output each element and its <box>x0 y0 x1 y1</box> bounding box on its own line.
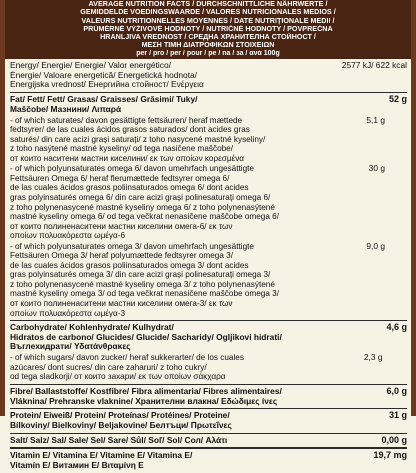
energy-value: 2577 kJ/ 622 kcal <box>341 60 407 71</box>
omega6-label-line: Fettsäuren Omega 6/ heraf flerumættede fedtsyrer omega 6/ <box>10 173 230 183</box>
header-line: ΜΕΣΗ ΤΙΜΗ ΔΙΑΤΡΟΦΙΚΩΝ ΣΤΟΙΧΕΙΩΝ <box>141 41 275 50</box>
header-line: VALEURS NUTRITIONNELLES MOYENNES / DATE NUTRIȚIONALE MEDII / <box>81 16 335 25</box>
protein-row <box>10 409 407 433</box>
omega3-label <box>10 242 362 318</box>
omega6-label-line: от които полиненаситени мастни киселини омега-6/ εκ των <box>10 221 233 231</box>
omega3-label-line: de las cuales ácidos grasos poliinsaturados omega 3/ dont acides <box>10 260 249 270</box>
omega3-label-line: οποίων πολυακόρεστα ωμέγα-3 <box>10 308 126 318</box>
header-line: PRŮMĚRNÉ VÝŽIVOVÉ HODNOTY / NUTRIČNÉ HODNOTY / POVPREČNA <box>83 24 333 33</box>
fat-block <box>10 95 385 318</box>
omega6-label-line: de las cuales ácidos grasos poliinsaturados omega 6/ dont acides <box>10 183 249 193</box>
fat-row <box>10 93 407 321</box>
salt-value: 0,00 g <box>381 434 407 445</box>
fat-label-line: Maščobe/ Мазнини/ Λιπαρά <box>10 104 122 114</box>
fibre-label <box>10 387 382 406</box>
saturates-label-line: fedtsyrer/ de las cuales ácidos grasos saturados/ dont acides gras <box>10 125 250 135</box>
omega6-label-line: mastné kyseliny omega 6/ od tega večkrat nenasičene maščobe omega 6/ <box>10 212 279 222</box>
carbohydrate-label-line: Hidratos de carbono/ Glucides/ Glucide/ Sacharidy/ Ogljikovi hidrati/ <box>10 332 282 342</box>
saturates-label-line: - of which saturates/ davon gesättigte fettsäuren/ heraf mættede <box>10 115 243 125</box>
sugars-subrow <box>10 353 382 382</box>
carbohydrate-row <box>10 321 407 385</box>
energy-label <box>10 61 338 90</box>
vitamin-e-row <box>10 449 407 472</box>
header-line: HRANLJIVA VREDNOST / СРЕДНА ХРАНИТЕЛНА СТОЙНОСТ / <box>100 33 316 42</box>
carbohydrate-value: 4,6 g <box>386 322 407 333</box>
omega6-subrow <box>10 164 385 240</box>
carbohydrate-label <box>10 323 382 352</box>
saturates-label <box>10 116 362 164</box>
header-line: GEMIDDELDE VOEDINGSWAARDE / VALORES NUTRICIONALES MEDIOS / <box>80 8 336 17</box>
energy-label-line: Énergie/ Valoare energetică/ Energetická hodnota/ <box>10 70 198 80</box>
per-100g-line: per / pro / per / pour / pe / na / за / ανά 100g <box>136 49 280 57</box>
header-line: AVERAGE NUTRITION FACTS / DURCHSCHNITTLICHE NÄHRWERTE / <box>88 0 328 8</box>
sugars-label <box>10 353 360 382</box>
omega6-label <box>10 164 365 240</box>
carbohydrate-label-line: Carbohydrate/ Kohlenhydrate/ Kulhydrat/ <box>10 323 174 333</box>
sugars-value: 2,3 g <box>363 352 383 363</box>
omega3-label-line: z toho polynenasycené mastné kyseliny omega 3/ z toho polynenasýtené <box>10 279 275 289</box>
omega6-label-line: gras polyinsaturés omega 6/ din care acizi grași polinesaturați omega 6/ <box>10 192 271 202</box>
protein-label <box>10 411 385 430</box>
omega3-value: 9,0 g <box>366 240 385 251</box>
energy-label-line: Energijska vrednost/ Енергийна стойност/ Ενέργεια <box>10 80 204 90</box>
omega3-label-line: от които полиненаситени мастни киселини омега-3/ εκ των <box>10 298 233 308</box>
omega6-label-line: οποίων πολυακόρεστα ωμέγα-6 <box>10 231 126 241</box>
omega3-label-line: gras polyinsaturés omega 3/ din care acizi grași polinesaturați omega 3/ <box>10 270 271 280</box>
fat-value: 52 g <box>388 94 407 105</box>
omega3-label-line: - of which polyunsaturates omega 3/ davon umehrfach ungesättigte <box>10 241 254 251</box>
omega3-subrow <box>10 242 385 318</box>
nutrient-rows <box>5 59 411 473</box>
saturates-subrow <box>10 116 385 164</box>
energy-label-line: Energy/ Energie/ Energie/ Valor energético/ <box>10 61 171 71</box>
salt-label <box>10 436 377 446</box>
protein-label-line: Bílkoviny/ Bielkoviny/ Beljakovine/ Белтъци/ Πρωτεΐνες <box>10 420 232 430</box>
salt-label-line: Salt/ Salz/ Sal/ Sale/ Sel/ Sare/ Sůl/ Soľ/ Sol/ Сол/ Αλάτι <box>10 435 228 445</box>
carbohydrate-label-line: Въглехидрати/ Υδατάνθρακες <box>10 342 131 352</box>
energy-row <box>10 59 407 93</box>
fibre-label-line: Fibre/ Ballaststoffe/ Kostfibre/ Fibra alimentaria/ Fibres alimentaires/ <box>10 386 282 396</box>
vitamin-e-label <box>10 451 369 470</box>
fibre-row <box>10 385 407 409</box>
omega3-label-line: mastné kyseliny omega 3/ od tega večkrat nenasičene maščobe omega 3/ <box>10 289 279 299</box>
omega6-value: 30 g <box>368 163 385 174</box>
saturates-label-line: от които наситени мастни киселини/ εκ των οποίων κορεσμένα <box>10 153 245 163</box>
omega3-label-line: Fettsäuren Omega 3/ heraf polyumættede fedtsyrer omega 3/ <box>10 251 233 261</box>
carbohydrate-block <box>10 323 382 382</box>
omega6-label-line: z toho polynenasycené mastné kyseliny omega 6/ z toho polynenasýtené <box>10 202 275 212</box>
fibre-value: 6,0 g <box>386 385 407 396</box>
omega6-label-line: - of which polyunsaturates omega 6/ davon umehrfach ungesättigte <box>10 164 254 174</box>
saturates-value: 5,1 g <box>366 114 385 125</box>
fat-label-line: Fat/ Fett/ Fett/ Grasas/ Graisses/ Grăsimi/ Tuky/ <box>10 95 198 105</box>
fat-label <box>10 95 385 114</box>
saturates-label-line: saturés/ din care acizi grași saturați/ z toho nasycené mastné kyseliny/ <box>10 134 266 144</box>
nutrition-header <box>5 0 411 59</box>
vitamin-e-label-line: Vitamin E/ Vitamina E/ Vitamine E/ Vitamina E/ <box>10 451 193 461</box>
vitamin-e-value: 19,7 mg <box>373 450 407 461</box>
sugars-label-line: - of which sugars/ davon zucker/ heraf sukkerarter/ de los cuales <box>10 353 244 363</box>
salt-row <box>10 434 407 450</box>
fibre-label-line: Vláknina/ Prehranske vlaknine/ Хранителни влакна/ Εδώδιμες ίνες <box>10 396 278 406</box>
protein-value: 31 g <box>388 410 407 421</box>
vitamin-e-label-line: Vitamín E/ Витамин Е/ Βιταμίνη Ε <box>10 461 144 471</box>
saturates-label-line: z toho nasýtené mastné kyseliny/ od tega nasičene maščobe/ <box>10 144 234 154</box>
sugars-label-line: od tega sladkorji/ от които захари/ εκ των οποίων σάκχαρα <box>10 372 226 382</box>
sugars-label-line: azúcares/ dont sucres/ din care zaharuri/ z toho cukry/ <box>10 362 207 372</box>
protein-label-line: Protein/ Eiweiß/ Protein/ Proteínas/ Protéines/ Proteine/ <box>10 411 230 421</box>
